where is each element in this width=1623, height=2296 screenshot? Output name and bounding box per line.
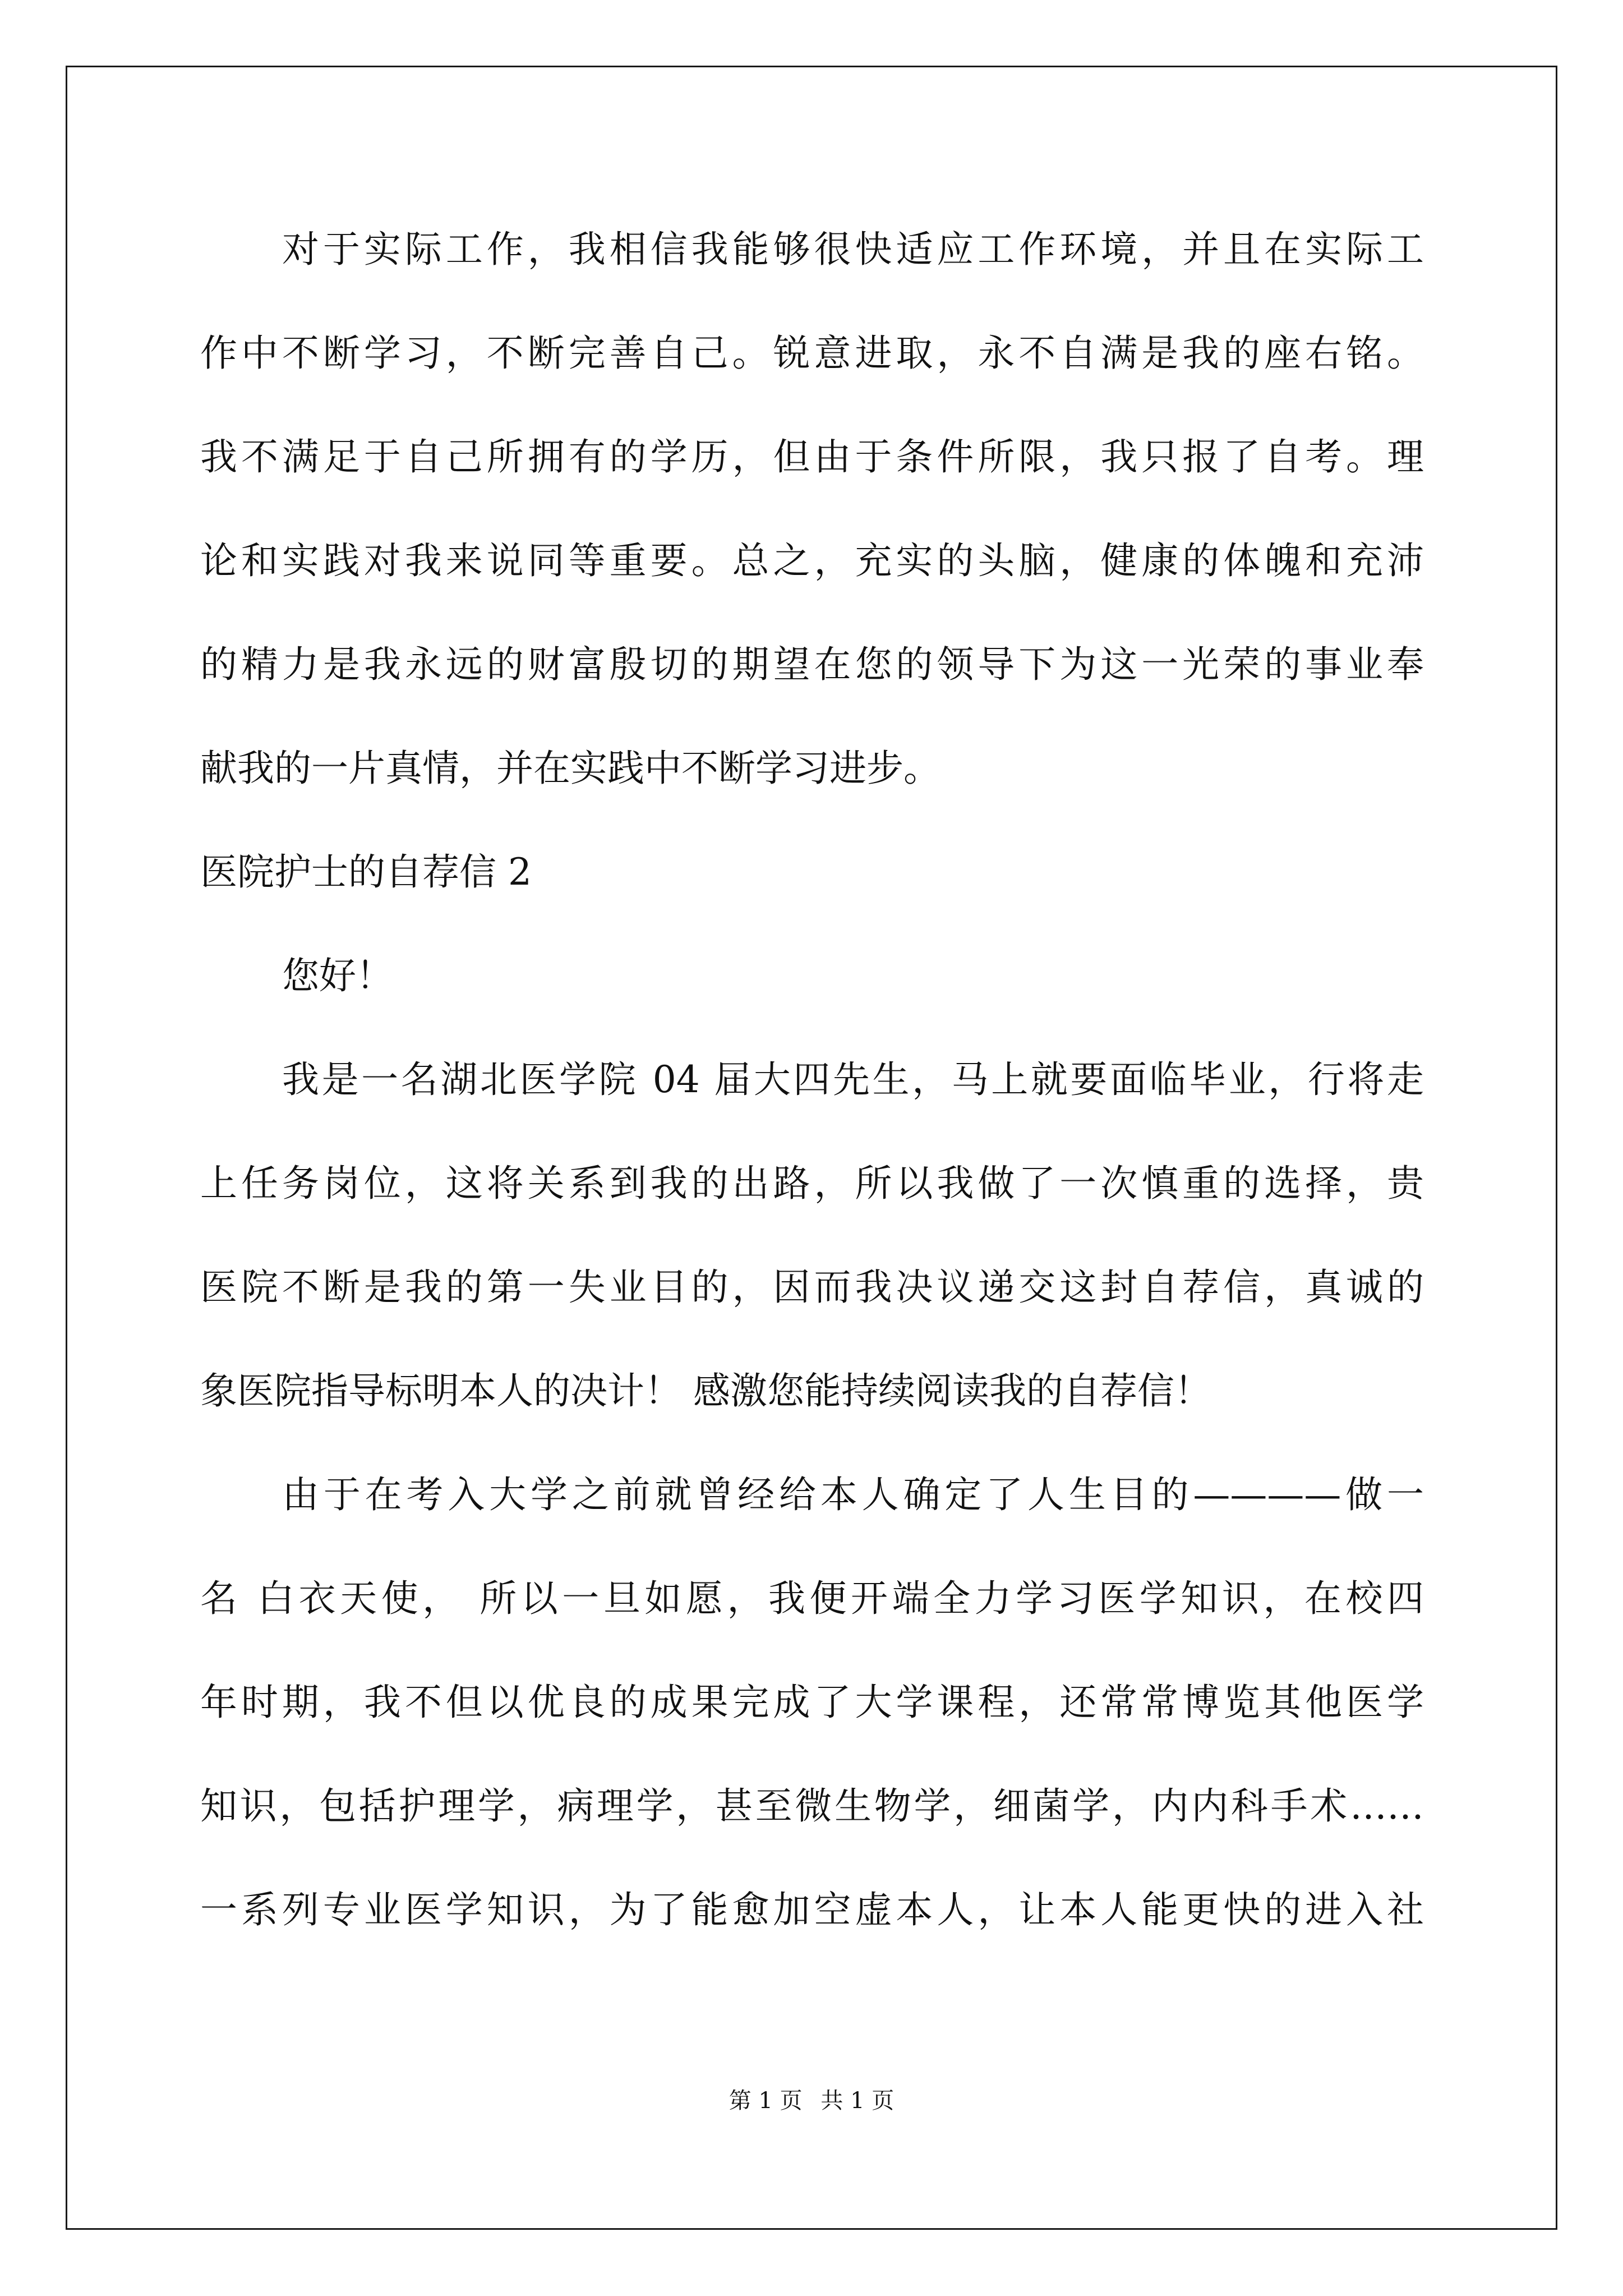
text-line: 献我的一片真情，并在实践中不断学习进步。 <box>200 747 940 790</box>
text-line: 年时期，我不但以优良的成果完成了大学课程，还常常博览其他医学 <box>200 1681 1424 1724</box>
text-line: 一系列专业医学知识，为了能愈加空虚本人，让本人能更快的进入社 <box>200 1888 1424 1931</box>
text-line: 对于实际工作，我相信我能够很快适应工作环境，并且在实际工 <box>282 228 1424 271</box>
text-line: 象医院指导标明本人的决计！ 感激您能持续阅读我的自荐信！ <box>200 1369 1211 1412</box>
text-line: 我不满足于自己所拥有的学历，但由于条件所限，我只报了自考。理 <box>200 435 1424 478</box>
text-line: 的精力是我永远的财富殷切的期望在您的领导下为这一光荣的事业奉 <box>200 643 1424 686</box>
page-number: 第 1 页 <box>728 2088 803 2114</box>
text-line: 知识，包括护理学，病理学，甚至微生物学，细菌学，内内科手术…… <box>200 1784 1424 1828</box>
text-line: 作中不断学习，不断完善自己。锐意进取，永不自满是我的座右铭。 <box>200 332 1424 375</box>
text-line: 名 白衣天使， 所以一旦如愿，我便开端全力学习医学知识，在校四 <box>200 1577 1424 1620</box>
page-footer <box>0 2084 1623 2118</box>
section-heading: 医院护士的自荐信 2 <box>200 850 532 894</box>
text-line: 上任务岗位，这将关系到我的出路，所以我做了一次慎重的选择，贵 <box>200 1162 1424 1205</box>
document-body <box>200 216 1424 1980</box>
page-total: 共 1 页 <box>820 2088 895 2114</box>
text-line: 由于在考入大学之前就曾经给本人确定了人生目的————做一 <box>282 1473 1424 1516</box>
text-line: 我是一名湖北医学院 04 届大四先生，马上就要面临毕业，行将走 <box>282 1058 1424 1101</box>
text-line: 医院不断是我的第一失业目的，因而我决议递交这封自荐信，真诚的 <box>200 1266 1424 1309</box>
greeting-line: 您好！ <box>282 954 393 997</box>
text-line: 论和实践对我来说同等重要。总之，充实的头脑，健康的体魄和充沛 <box>200 539 1424 582</box>
